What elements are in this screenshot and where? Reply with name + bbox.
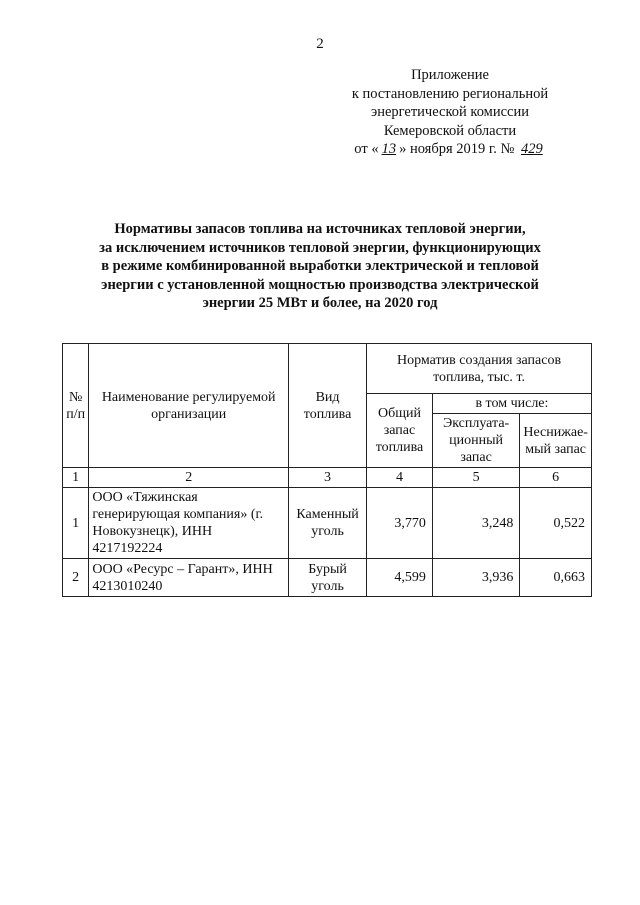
row-operational: 3,248: [432, 488, 519, 559]
title-line-5: энергии 25 МВт и более, на 2020 год: [202, 295, 438, 311]
column-number-row: [63, 468, 592, 488]
row-org: ООО «Ресурс – Гарант», ИНН 4213010240: [89, 559, 289, 597]
header-org: Наименование регулируемой организации: [89, 344, 289, 468]
title-line-1: Нормативы запасов топлива на источниках тепловой энергии,: [114, 221, 526, 237]
appendix-line-3: энергетической комиссии: [370, 104, 530, 120]
page-number: 2: [316, 36, 324, 52]
col-number-2: 2: [89, 468, 289, 488]
norms-table: [62, 343, 592, 597]
row-num: 2: [63, 559, 89, 597]
header-total: Общий запас топлива: [367, 394, 433, 468]
appendix-date-line: [300, 140, 600, 159]
header-operational: Эксплуата-ционный запас: [432, 414, 519, 468]
col-number-5: 5: [432, 468, 519, 488]
title-line-4: энергии с установленной мощностью производства электрической: [101, 276, 539, 293]
date-prefix: от «: [354, 141, 379, 157]
row-fuel: Каменный уголь: [289, 488, 367, 559]
header-irreducible: Неснижае-мый запас: [520, 414, 592, 468]
header-norm: Норматив создания запасов топлива, тыс. т.: [367, 344, 592, 394]
header-including: в том числе:: [432, 394, 591, 414]
header-fuel: Вид топлива: [289, 344, 367, 468]
date-mid: » ноября 2019 г. №: [399, 141, 515, 157]
col-number-6: 6: [520, 468, 592, 488]
row-num: 1: [63, 488, 89, 559]
appendix-line-2: к постановлению региональной: [351, 85, 549, 102]
row-irreducible: 0,522: [520, 488, 592, 559]
row-total: 3,770: [367, 488, 433, 559]
row-total: 4,599: [367, 559, 433, 597]
row-fuel: Бурый уголь: [289, 559, 367, 597]
doc-number: 429: [520, 141, 543, 157]
row-org: ООО «Тяжинская генерирующая компания» (г. Новокузнецк), ИНН 4217192224: [89, 488, 289, 559]
header-row-1: [63, 344, 592, 394]
title-line-3: в режиме комбинированной выработки электрической и тепловой: [101, 258, 539, 274]
col-number-3: 3: [289, 468, 367, 488]
document-title: [70, 220, 570, 313]
row-irreducible: 0,663: [520, 559, 592, 597]
appendix-block: [300, 66, 600, 159]
appendix-line-1: Приложение: [411, 67, 489, 83]
date-day: 13: [381, 141, 397, 157]
appendix-line-4: Кемеровской области: [383, 122, 517, 139]
table-row: [63, 559, 592, 597]
row-operational: 3,936: [432, 559, 519, 597]
col-number-4: 4: [367, 468, 433, 488]
title-line-2: за исключением источников тепловой энергии, функционирующих: [99, 239, 541, 256]
col-number-1: 1: [63, 468, 89, 488]
header-num: № п/п: [63, 344, 89, 468]
table-row: [63, 488, 592, 559]
